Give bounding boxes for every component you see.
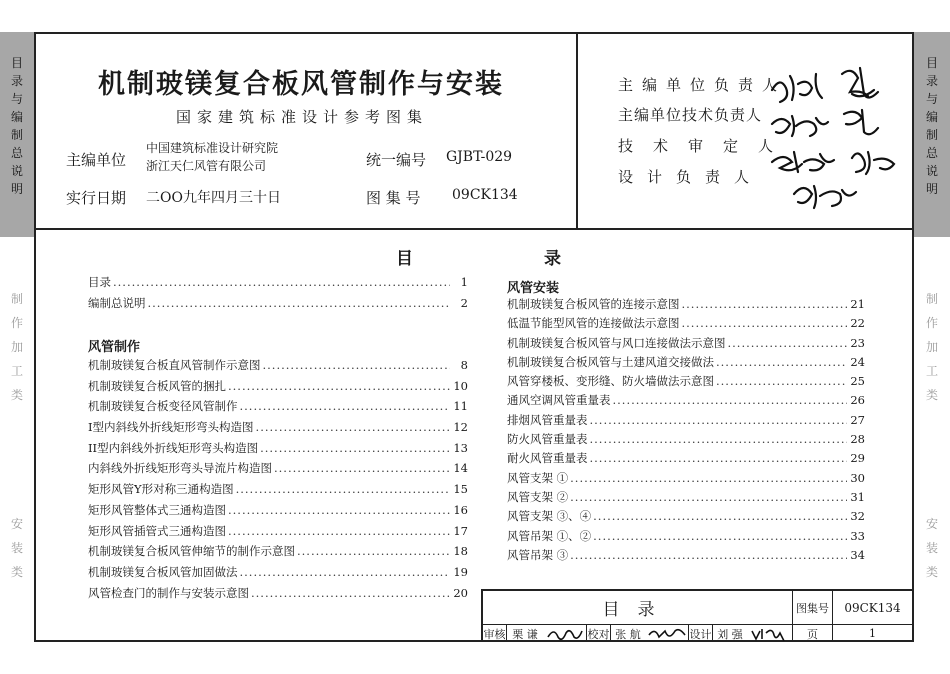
toc-leader-dots bbox=[256, 420, 450, 434]
toc-entry[interactable] bbox=[507, 373, 865, 392]
toc-leader-dots bbox=[228, 379, 450, 393]
document-title: 机制玻镁复合板风管制作与安装 bbox=[98, 69, 504, 100]
toc-entry[interactable] bbox=[88, 398, 468, 419]
toc-leader-dots bbox=[716, 374, 847, 388]
toc-entry-title: 机制玻镁复合板风管伸缩节的制作示意图 bbox=[88, 544, 295, 559]
toc-leader-dots bbox=[274, 461, 450, 475]
toc-right-list bbox=[507, 296, 865, 566]
toc-entry-title: 风管支架 ① bbox=[507, 470, 569, 485]
side-tab-char: 录 bbox=[10, 74, 23, 88]
toc-entry-title: 风管吊架 ③ bbox=[507, 547, 569, 562]
toc-leader-dots bbox=[613, 393, 848, 407]
side-tab-fabrication-right[interactable] bbox=[914, 287, 950, 407]
toc-leader-dots bbox=[590, 432, 848, 446]
side-tab-char: 安 bbox=[10, 517, 23, 531]
header-info bbox=[36, 34, 578, 228]
toc-entry-title: 风管检查门的制作与安装示意图 bbox=[88, 585, 249, 600]
review-signature-scribble bbox=[546, 627, 584, 641]
toc-entry-title: I型内斜线外折线矩形弯头构造图 bbox=[88, 420, 254, 435]
side-tab-char: 装 bbox=[10, 541, 23, 555]
side-tab-char: 录 bbox=[925, 74, 938, 88]
editor-unit-2: 浙江天仁风管有限公司 bbox=[146, 159, 267, 173]
toc-entry-page: 31 bbox=[850, 489, 865, 504]
toc-entry-title: 矩形风管整体式三通构造图 bbox=[88, 502, 226, 517]
design-signature-scribble bbox=[750, 627, 790, 641]
toc-entry-page: 23 bbox=[850, 335, 865, 350]
toc-entry-page: 22 bbox=[850, 316, 865, 331]
tb-review-label: 审核 bbox=[483, 625, 507, 642]
toc-entry[interactable] bbox=[88, 460, 468, 481]
toc-entry-page: 15 bbox=[453, 482, 468, 497]
toc-entry[interactable] bbox=[507, 335, 865, 354]
section-installation: 风管安装 bbox=[507, 281, 560, 296]
toc-entry-page: 12 bbox=[453, 420, 468, 435]
toc-entry-page: 19 bbox=[453, 564, 468, 579]
side-tab-char: 编 bbox=[925, 110, 938, 124]
side-tab-char: 制 bbox=[10, 128, 23, 142]
tb-review-signature bbox=[543, 625, 587, 642]
toc-entry[interactable] bbox=[88, 523, 468, 544]
toc-leader-dots bbox=[297, 544, 450, 558]
side-tab-char: 类 bbox=[925, 565, 938, 579]
toc-entry-page: 29 bbox=[850, 451, 865, 466]
toc-entry-page: 20 bbox=[453, 585, 468, 600]
side-tab-char: 制 bbox=[925, 128, 938, 142]
side-tab-char: 作 bbox=[925, 316, 938, 330]
toc-heading-right: 录 bbox=[544, 249, 561, 269]
side-tab-char: 说 bbox=[10, 164, 23, 178]
side-tab-char: 类 bbox=[10, 565, 23, 579]
toc-leader-dots bbox=[260, 441, 450, 455]
toc-entry-page: 33 bbox=[850, 528, 865, 543]
tb-atlas-number: 09CK134 bbox=[844, 600, 901, 615]
document-subtitle: 国家建筑标准设计参考图集 bbox=[176, 108, 429, 126]
toc-entry-page: 2 bbox=[460, 295, 468, 310]
side-tab-char: 加 bbox=[925, 340, 938, 354]
handwritten-signatures bbox=[764, 54, 914, 224]
toc-entry-title: 目录 bbox=[88, 275, 111, 289]
side-tab-char: 明 bbox=[925, 182, 938, 196]
toc-entry-title: 风管支架 ② bbox=[507, 489, 569, 504]
toc-leader-dots bbox=[240, 399, 451, 413]
side-tab-fabrication[interactable] bbox=[0, 287, 34, 407]
toc-leader-dots bbox=[682, 297, 848, 311]
toc-entry-title: 机制玻镁复合板风管与风口连接做法示意图 bbox=[507, 335, 726, 350]
tb-design-label: 设计 bbox=[689, 625, 713, 642]
serial-number: GJBT-029 bbox=[446, 149, 513, 165]
toc-entry[interactable] bbox=[88, 481, 468, 502]
toc-leader-dots bbox=[251, 586, 450, 600]
toc-leader-dots bbox=[263, 358, 451, 372]
toc-entry-title: 通风空调风管重量表 bbox=[507, 393, 611, 408]
toc-entry-title: 风管吊架 ①、② bbox=[507, 528, 592, 543]
side-tab-char: 制 bbox=[925, 292, 938, 306]
side-tab-intro[interactable] bbox=[0, 32, 34, 237]
toc-entry[interactable] bbox=[88, 378, 468, 399]
side-tab-char: 与 bbox=[925, 92, 938, 106]
toc-entry[interactable] bbox=[507, 412, 865, 431]
editor-label: 主编单位 bbox=[66, 151, 127, 169]
tb-check-label: 校对 bbox=[587, 625, 611, 642]
side-tab-char: 作 bbox=[10, 316, 23, 330]
side-tab-char: 编 bbox=[10, 110, 23, 124]
toc-entry[interactable] bbox=[88, 585, 468, 606]
editor-unit-1: 中国建筑标准设计研究院 bbox=[146, 141, 279, 155]
side-tab-char: 总 bbox=[925, 146, 938, 160]
side-tab-installation-right[interactable] bbox=[914, 512, 950, 584]
toc-entry-title: 机制玻镁复合板风管的捆扎 bbox=[88, 378, 226, 393]
tb-name-2: 录 bbox=[637, 600, 673, 620]
toc-leader-dots bbox=[590, 451, 848, 465]
toc-leader-dots bbox=[682, 316, 848, 330]
toc-entry-title: 风管支架 ③、④ bbox=[507, 509, 592, 524]
toc-entry[interactable] bbox=[88, 357, 468, 378]
toc-entry-page: 26 bbox=[850, 393, 865, 408]
toc-entry-page: 13 bbox=[453, 440, 468, 455]
toc-leader-dots bbox=[716, 355, 847, 369]
toc-entry[interactable] bbox=[88, 295, 468, 316]
toc-leader-dots bbox=[240, 565, 451, 579]
toc-entry-title: 排烟风管重量表 bbox=[507, 412, 588, 427]
toc-entry-page: 28 bbox=[850, 432, 865, 447]
toc-entry-title: 内斜线外折线矩形弯头导流片构造图 bbox=[88, 461, 272, 476]
left-side-tabs bbox=[0, 32, 34, 642]
tb-page-number: 1 bbox=[869, 627, 876, 640]
side-tab-char: 与 bbox=[10, 92, 23, 106]
toc-entry[interactable] bbox=[88, 564, 468, 585]
tb-check-signature bbox=[645, 625, 689, 642]
toc-leader-dots bbox=[590, 413, 848, 427]
toc-leader-dots bbox=[228, 524, 450, 538]
toc-entry-title: 机制玻镁复合板直风管制作示意图 bbox=[88, 358, 261, 372]
toc-leader-dots bbox=[593, 529, 847, 543]
sig-label-reviewer: 技术审定人 bbox=[618, 137, 794, 155]
toc-entry[interactable] bbox=[507, 528, 865, 547]
toc-entry[interactable] bbox=[88, 440, 468, 461]
sig-label-editor-head: 主编单位负责人 bbox=[618, 76, 787, 94]
toc-entry-title: 机制玻镁复合板风管加固做法 bbox=[88, 564, 238, 579]
toc-entry[interactable] bbox=[88, 543, 468, 564]
toc-heading-left: 目 bbox=[396, 249, 413, 269]
toc-entry-title: 机制玻镁复合板风管与土建风道交接做法 bbox=[507, 354, 714, 369]
toc-entry-title: 风管穿楼板、变形缝、防火墙做法示意图 bbox=[507, 374, 714, 389]
side-tab-char: 说 bbox=[925, 164, 938, 178]
tb-review-name: 栗 谦 bbox=[512, 627, 538, 641]
side-tab-char: 总 bbox=[10, 146, 23, 160]
toc-entry[interactable] bbox=[507, 470, 865, 489]
toc-leader-dots bbox=[570, 548, 847, 562]
check-signature-scribble bbox=[647, 627, 687, 641]
side-tab-char: 制 bbox=[10, 292, 23, 306]
document-frame bbox=[34, 32, 914, 642]
toc-entry[interactable] bbox=[507, 354, 865, 373]
side-tab-char: 工 bbox=[925, 364, 938, 378]
toc-entry-title: 机制玻镁复合板变径风管制作 bbox=[88, 399, 238, 414]
toc-leader-dots bbox=[570, 490, 847, 504]
side-tab-char: 明 bbox=[10, 182, 23, 196]
side-tab-char: 类 bbox=[925, 388, 938, 402]
toc-entry-title: 矩形风管插管式三通构造图 bbox=[88, 523, 226, 538]
side-tab-intro-right[interactable] bbox=[914, 32, 950, 237]
toc-entry-title: 低温节能型风管的连接做法示意图 bbox=[507, 316, 680, 331]
toc-entry[interactable] bbox=[507, 450, 865, 469]
toc-leader-dots bbox=[113, 275, 450, 289]
toc-entry-page: 10 bbox=[453, 378, 468, 393]
toc-entry[interactable] bbox=[507, 296, 865, 315]
side-tab-char: 工 bbox=[10, 364, 23, 378]
toc-entry-title: 防火风管重量表 bbox=[507, 432, 588, 447]
toc-entry-page: 17 bbox=[453, 523, 468, 538]
toc-entry[interactable] bbox=[507, 315, 865, 334]
toc-entry-page: 30 bbox=[850, 470, 865, 485]
tb-name-1: 目 bbox=[602, 600, 638, 620]
toc-entry[interactable] bbox=[507, 508, 865, 527]
side-tab-char: 目 bbox=[925, 56, 938, 70]
toc-entry-page: 18 bbox=[453, 544, 468, 559]
toc-entry-page: 24 bbox=[850, 354, 865, 369]
side-tab-char: 加 bbox=[10, 340, 23, 354]
toc-entry-page: 8 bbox=[460, 358, 468, 372]
toc-entry-page: 16 bbox=[453, 502, 468, 517]
toc-entry-title: 编制总说明 bbox=[88, 295, 146, 310]
side-tab-char: 类 bbox=[10, 388, 23, 402]
side-tab-installation[interactable] bbox=[0, 512, 34, 584]
toc-leader-dots bbox=[728, 336, 848, 350]
title-block bbox=[481, 589, 912, 642]
toc-leader-dots bbox=[148, 296, 451, 310]
tb-design-signature bbox=[747, 625, 793, 642]
tb-drawing-name bbox=[483, 591, 793, 624]
toc-entry-page: 25 bbox=[850, 374, 865, 389]
toc-entry[interactable] bbox=[88, 419, 468, 440]
tb-page-label: 页 bbox=[793, 625, 833, 642]
toc-leader-dots bbox=[236, 482, 450, 496]
signature-panel bbox=[580, 34, 912, 228]
cover-header bbox=[36, 34, 912, 230]
serial-label: 统一编号 bbox=[366, 151, 427, 169]
sig-label-tech-head: 主编单位技术负责人 bbox=[618, 106, 763, 124]
toc-left-list bbox=[88, 357, 468, 605]
toc-entry-page: 14 bbox=[453, 461, 468, 476]
right-side-tabs bbox=[914, 32, 950, 642]
toc-leader-dots bbox=[593, 509, 847, 523]
toc-entry-title: 耐火风管重量表 bbox=[507, 451, 588, 466]
toc-leader-dots bbox=[228, 503, 450, 517]
toc-left-intro bbox=[88, 274, 468, 315]
toc-entry-title: II型内斜线外折线矩形弯头构造图 bbox=[88, 440, 259, 455]
side-tab-char: 目 bbox=[10, 56, 23, 70]
toc-entry-page: 21 bbox=[850, 297, 865, 311]
section-fabrication: 风管制作 bbox=[88, 340, 141, 355]
toc-entry[interactable] bbox=[88, 502, 468, 523]
side-tab-char: 装 bbox=[925, 541, 938, 555]
tb-atlas-label: 图集号 bbox=[793, 591, 833, 624]
toc-entry-title: 矩形风管Y形对称三通构造图 bbox=[88, 482, 234, 497]
toc-entry[interactable] bbox=[88, 274, 468, 295]
toc-leader-dots bbox=[570, 471, 847, 485]
toc-entry[interactable] bbox=[507, 431, 865, 450]
toc-entry[interactable] bbox=[507, 489, 865, 508]
toc-entry-page: 1 bbox=[460, 275, 468, 289]
toc-entry[interactable] bbox=[507, 547, 865, 566]
effective-date: 二OO九年四月三十日 bbox=[146, 190, 281, 206]
toc-entry-page: 27 bbox=[850, 412, 865, 427]
tb-design-name: 刘 强 bbox=[717, 627, 743, 641]
atlas-number: 09CK134 bbox=[452, 187, 518, 203]
atlas-label: 图 集 号 bbox=[366, 189, 421, 207]
sig-label-designer: 设计负责人 bbox=[618, 168, 764, 186]
toc-entry-page: 11 bbox=[453, 399, 468, 414]
tb-check-name: 张 航 bbox=[615, 627, 641, 641]
toc-entry-page: 32 bbox=[850, 509, 865, 524]
toc-entry-title: 机制玻镁复合板风管的连接示意图 bbox=[507, 297, 680, 311]
side-tab-char: 安 bbox=[925, 517, 938, 531]
toc-entry-page: 34 bbox=[850, 547, 865, 562]
toc-entry[interactable] bbox=[507, 392, 865, 411]
date-label: 实行日期 bbox=[66, 189, 127, 207]
